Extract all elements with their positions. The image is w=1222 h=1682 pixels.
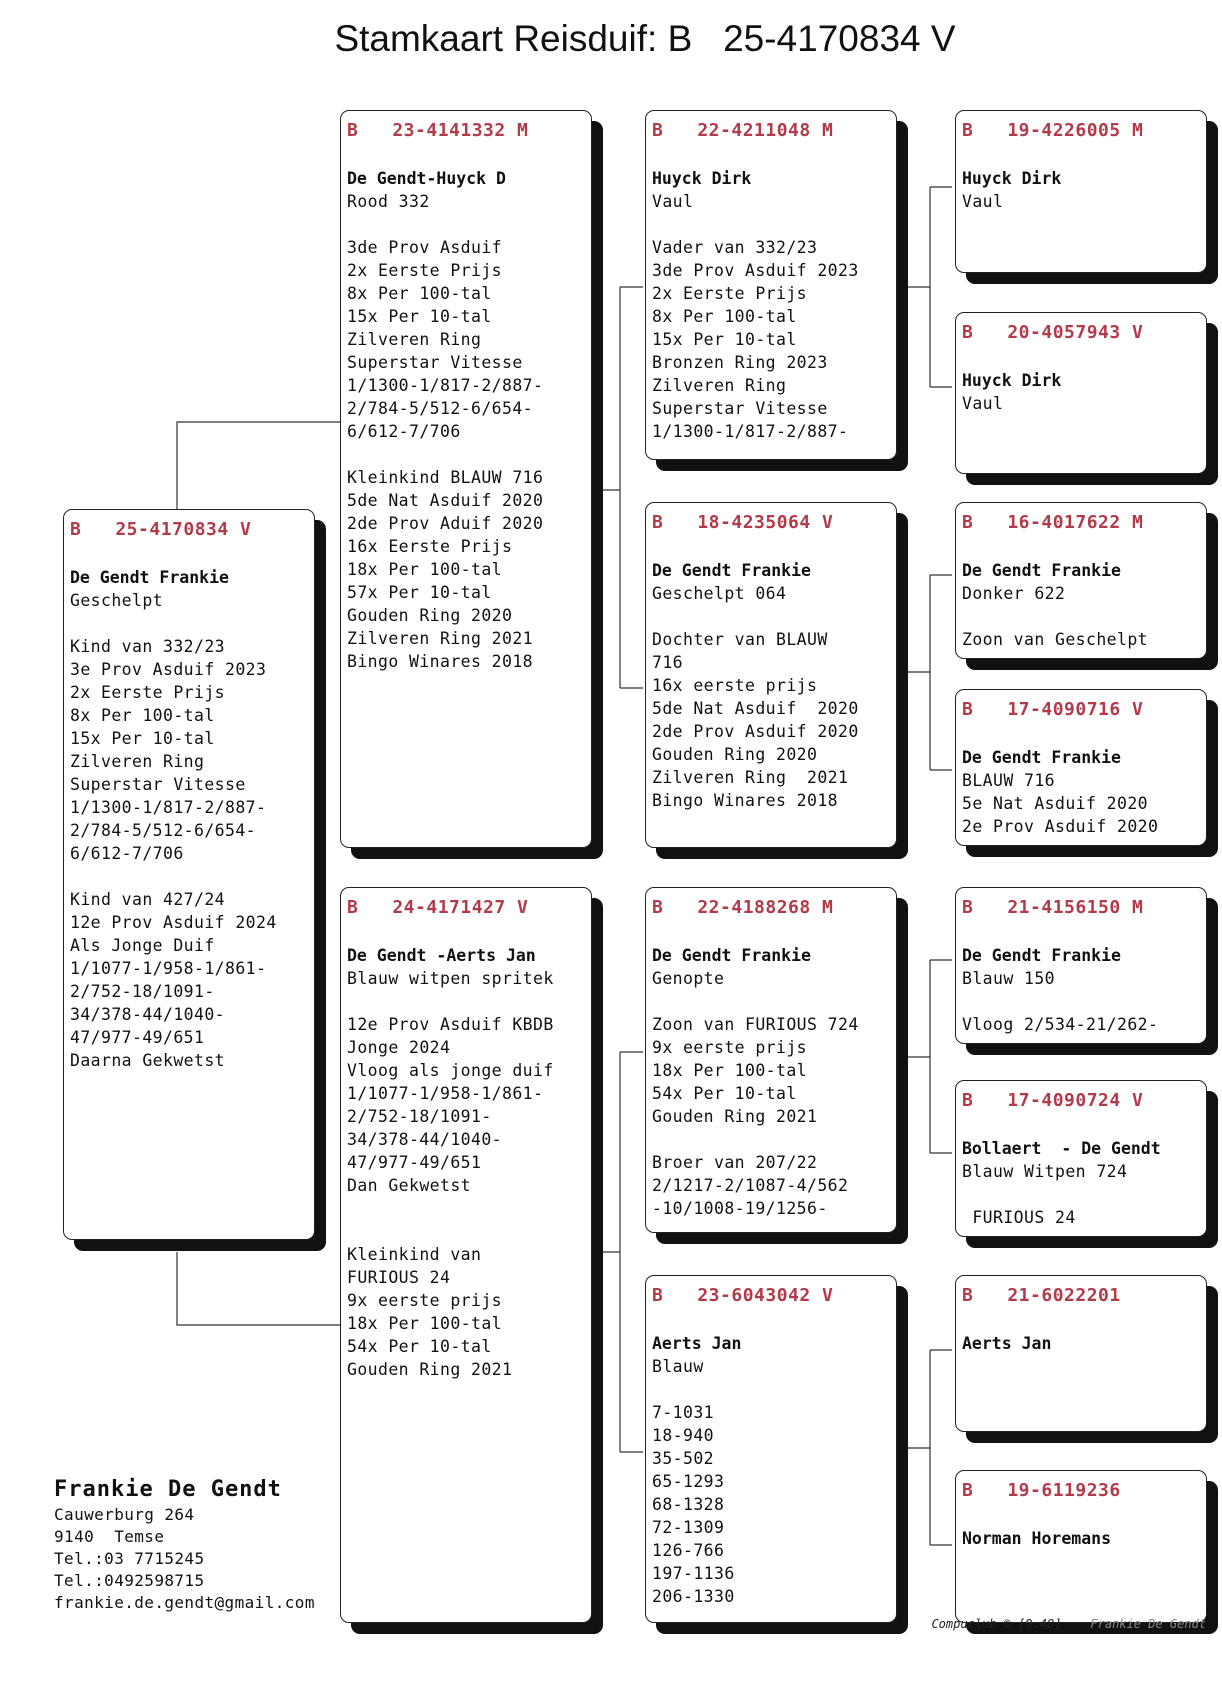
detail-line: 6/612-7/706 bbox=[347, 422, 461, 441]
mother-mother-card bbox=[645, 1275, 897, 1623]
owner-phone: Tel.:03 7715245 bbox=[54, 1549, 205, 1568]
footer bbox=[931, 1617, 1206, 1631]
detail-line: Donker 622 bbox=[962, 584, 1066, 603]
detail-line: Zoon van FURIOUS 724 bbox=[652, 1015, 859, 1034]
ring-number: B 17-4090716 V bbox=[962, 699, 1144, 720]
ring-number: B 19-6119236 bbox=[962, 1480, 1121, 1501]
owner-mobile: Tel.:0492598715 bbox=[54, 1571, 205, 1590]
detail-line: 5e Nat Asduif 2020 bbox=[962, 794, 1149, 813]
detail-line: 126-766 bbox=[652, 1541, 725, 1560]
detail-line: 9x eerste prijs bbox=[652, 1038, 808, 1057]
detail-line: FURIOUS 24 bbox=[347, 1268, 451, 1287]
detail-line bbox=[347, 213, 591, 236]
detail-line: Blauw Witpen 724 bbox=[962, 1162, 1128, 1181]
pigeon-name: De Gendt Frankie bbox=[962, 946, 1121, 965]
detail-line: 8x Per 100-tal bbox=[652, 307, 797, 326]
detail-line: Vloog als jonge duif bbox=[347, 1061, 554, 1080]
detail-line: Superstar Vitesse bbox=[70, 775, 246, 794]
detail-line: 2x Eerste Prijs bbox=[347, 261, 503, 280]
footer-signature: Frankie De Gendt bbox=[1090, 1617, 1206, 1631]
detail-line: Zoon van Geschelpt bbox=[962, 630, 1149, 649]
detail-line: 54x Per 10-tal bbox=[347, 1337, 492, 1356]
detail-line: 18x Per 100-tal bbox=[347, 1314, 503, 1333]
father-mother-card bbox=[645, 502, 897, 848]
detail-line: Gouden Ring 2021 bbox=[347, 1360, 513, 1379]
detail-line: 16x eerste prijs bbox=[652, 676, 818, 695]
pigeon-name: Aerts Jan bbox=[652, 1334, 742, 1353]
pigeon-name: Huyck Dirk bbox=[962, 169, 1062, 188]
ring-number: B 21-4156150 M bbox=[962, 897, 1144, 918]
detail-line: 2/784-5/512-6/654- bbox=[347, 399, 534, 418]
detail-line: 1/1300-1/817-2/887- bbox=[652, 422, 849, 441]
ring-number: B 17-4090724 V bbox=[962, 1090, 1144, 1111]
pigeon-name: Aerts Jan bbox=[962, 1334, 1052, 1353]
detail-line bbox=[652, 213, 896, 236]
pigeon-details bbox=[347, 190, 591, 673]
ring-number: B 18-4235064 V bbox=[652, 512, 834, 533]
pigeon-details bbox=[962, 967, 1206, 1036]
detail-line: Blauw bbox=[652, 1357, 704, 1376]
pigeon-details bbox=[962, 190, 1206, 213]
ring-number: B 19-4226005 M bbox=[962, 120, 1144, 141]
detail-line: Gouden Ring 2020 bbox=[652, 745, 818, 764]
owner-email: frankie.de.gendt@gmail.com bbox=[54, 1593, 315, 1612]
detail-line: 2/784-5/512-6/654- bbox=[70, 821, 257, 840]
detail-line: 35-502 bbox=[652, 1449, 715, 1468]
detail-line: Vaul bbox=[962, 394, 1004, 413]
detail-line: Vaul bbox=[652, 192, 694, 211]
detail-line: 5de Nat Asduif 2020 bbox=[347, 491, 544, 510]
detail-line: Zilveren Ring bbox=[70, 752, 205, 771]
detail-line: 15x Per 10-tal bbox=[652, 330, 797, 349]
ring-number: B 23-6043042 V bbox=[652, 1285, 834, 1306]
detail-line: Zilveren Ring 2021 bbox=[652, 768, 849, 787]
pigeon-name: De Gendt Frankie bbox=[962, 561, 1121, 580]
owner-block bbox=[54, 1476, 315, 1614]
detail-line: -10/1008-19/1256- bbox=[652, 1199, 828, 1218]
detail-line: 3de Prov Asduif 2023 bbox=[652, 261, 859, 280]
software-credit: Compuclub © [9.48] bbox=[931, 1617, 1062, 1631]
detail-line: Blauw 150 bbox=[962, 969, 1056, 988]
detail-line: Geschelpt bbox=[70, 591, 164, 610]
detail-line: 2/1217-2/1087-4/562 bbox=[652, 1176, 849, 1195]
pigeon-details bbox=[962, 582, 1206, 651]
detail-line: 47/977-49/651 bbox=[70, 1028, 205, 1047]
detail-line: 34/378-44/1040- bbox=[70, 1005, 226, 1024]
mother-card bbox=[340, 887, 592, 1623]
detail-line bbox=[347, 990, 591, 1013]
detail-line: 8x Per 100-tal bbox=[70, 706, 215, 725]
detail-line: 15x Per 10-tal bbox=[347, 307, 492, 326]
detail-line bbox=[652, 605, 896, 628]
ring-number: B 16-4017622 M bbox=[962, 512, 1144, 533]
detail-line: Superstar Vitesse bbox=[652, 399, 828, 418]
detail-line: Genopte bbox=[652, 969, 725, 988]
detail-line: 47/977-49/651 bbox=[347, 1153, 482, 1172]
pigeon-name: Huyck Dirk bbox=[652, 169, 752, 188]
detail-line: 3e Prov Asduif 2023 bbox=[70, 660, 267, 679]
detail-line: Dan Gekwetst bbox=[347, 1176, 472, 1195]
ring-number: B 25-4170834 V bbox=[70, 519, 252, 540]
pigeon-details bbox=[70, 589, 314, 1072]
detail-line: 3de Prov Asduif bbox=[347, 238, 503, 257]
detail-line: Kleinkind van bbox=[347, 1245, 482, 1264]
detail-line: BLAUW 716 bbox=[962, 771, 1056, 790]
detail-line: Zilveren Ring bbox=[652, 376, 787, 395]
detail-line: 54x Per 10-tal bbox=[652, 1084, 797, 1103]
father-father-card bbox=[645, 110, 897, 460]
detail-line: 7-1031 bbox=[652, 1403, 715, 1422]
detail-line: Bingo Winares 2018 bbox=[347, 652, 534, 671]
pigeon-details bbox=[652, 582, 896, 812]
detail-line: 16x Eerste Prijs bbox=[347, 537, 513, 556]
detail-line: 72-1309 bbox=[652, 1518, 725, 1537]
detail-line: Vloog 2/534-21/262- bbox=[962, 1015, 1159, 1034]
detail-line bbox=[652, 1378, 896, 1401]
fmm-card bbox=[955, 689, 1207, 846]
detail-line: 9x eerste prijs bbox=[347, 1291, 503, 1310]
detail-line: Als Jonge Duif bbox=[70, 936, 215, 955]
detail-line bbox=[347, 1197, 591, 1220]
detail-line: Superstar Vitesse bbox=[347, 353, 523, 372]
pigeon-details bbox=[652, 967, 896, 1220]
fff-card bbox=[955, 110, 1207, 273]
detail-line: 206-1330 bbox=[652, 1587, 735, 1606]
detail-line: 1/1300-1/817-2/887- bbox=[70, 798, 267, 817]
detail-line: Gouden Ring 2021 bbox=[652, 1107, 818, 1126]
detail-line bbox=[962, 605, 1206, 628]
detail-line: 2e Prov Asduif 2020 bbox=[962, 817, 1159, 836]
pigeon-details bbox=[652, 1355, 896, 1608]
detail-line: 12e Prov Asduif 2024 bbox=[70, 913, 277, 932]
detail-line: 12e Prov Asduif KBDB bbox=[347, 1015, 554, 1034]
ring-number: B 20-4057943 V bbox=[962, 322, 1144, 343]
owner-name: Frankie De Gendt bbox=[54, 1477, 282, 1502]
detail-line: Kind van 427/24 bbox=[70, 890, 226, 909]
detail-line: 2/752-18/1091- bbox=[347, 1107, 492, 1126]
detail-line bbox=[962, 1183, 1206, 1206]
detail-line: 34/378-44/1040- bbox=[347, 1130, 503, 1149]
detail-line: Geschelpt 064 bbox=[652, 584, 787, 603]
detail-line: Bronzen Ring 2023 bbox=[652, 353, 828, 372]
detail-line: 197-1136 bbox=[652, 1564, 735, 1583]
fmf-card bbox=[955, 502, 1207, 659]
detail-line: Dochter van BLAUW bbox=[652, 630, 828, 649]
detail-line: Rood 332 bbox=[347, 192, 430, 211]
detail-line: FURIOUS 24 bbox=[962, 1208, 1076, 1227]
detail-line: Blauw witpen spritek bbox=[347, 969, 554, 988]
ring-number: B 24-4171427 V bbox=[347, 897, 529, 918]
detail-line: Vader van 332/23 bbox=[652, 238, 818, 257]
detail-line: 18-940 bbox=[652, 1426, 715, 1445]
detail-line bbox=[70, 612, 314, 635]
ring-number: B 22-4188268 M bbox=[652, 897, 834, 918]
detail-line: 1/1077-1/958-1/861- bbox=[70, 959, 267, 978]
mmm-card bbox=[955, 1470, 1207, 1623]
detail-line: 18x Per 100-tal bbox=[652, 1061, 808, 1080]
detail-line: 6/612-7/706 bbox=[70, 844, 184, 863]
pigeon-name: De Gendt Frankie bbox=[652, 946, 811, 965]
mfm-card bbox=[955, 1080, 1207, 1237]
mother-father-card bbox=[645, 887, 897, 1233]
detail-line: Zilveren Ring 2021 bbox=[347, 629, 534, 648]
detail-line bbox=[347, 443, 591, 466]
detail-line: 1/1077-1/958-1/861- bbox=[347, 1084, 544, 1103]
detail-line bbox=[70, 865, 314, 888]
detail-line: 5de Nat Asduif 2020 bbox=[652, 699, 859, 718]
pigeon-details bbox=[962, 392, 1206, 415]
detail-line: 2de Prov Asduif 2020 bbox=[652, 722, 859, 741]
detail-line bbox=[962, 990, 1206, 1013]
detail-line bbox=[652, 1128, 896, 1151]
detail-line: 68-1328 bbox=[652, 1495, 725, 1514]
ring-number: B 21-6022201 bbox=[962, 1285, 1121, 1306]
detail-line: 2/752-18/1091- bbox=[70, 982, 215, 1001]
detail-line: Vaul bbox=[962, 192, 1004, 211]
father-card bbox=[340, 110, 592, 848]
mff-card bbox=[955, 887, 1207, 1044]
pigeon-name: De Gendt Frankie bbox=[70, 568, 229, 587]
pigeon-name: Norman Horemans bbox=[962, 1529, 1112, 1548]
detail-line: 2x Eerste Prijs bbox=[70, 683, 226, 702]
ring-number: B 23-4141332 M bbox=[347, 120, 529, 141]
pigeon-details bbox=[962, 769, 1206, 838]
detail-line: 15x Per 10-tal bbox=[70, 729, 215, 748]
owner-address: Cauwerburg 264 bbox=[54, 1505, 195, 1524]
ring-number: B 22-4211048 M bbox=[652, 120, 834, 141]
detail-line: Bingo Winares 2018 bbox=[652, 791, 839, 810]
detail-line: 2de Prov Aduif 2020 bbox=[347, 514, 544, 533]
detail-line bbox=[347, 1220, 591, 1243]
pigeon-details bbox=[652, 190, 896, 443]
detail-line: Broer van 207/22 bbox=[652, 1153, 818, 1172]
pigeon-name: De Gendt -Aerts Jan bbox=[347, 946, 536, 965]
detail-line: 2x Eerste Prijs bbox=[652, 284, 808, 303]
detail-line: 1/1300-1/817-2/887- bbox=[347, 376, 544, 395]
detail-line bbox=[652, 990, 896, 1013]
pigeon-details bbox=[962, 1160, 1206, 1229]
detail-line: 65-1293 bbox=[652, 1472, 725, 1491]
subject-card bbox=[63, 509, 315, 1240]
detail-line: Zilveren Ring bbox=[347, 330, 482, 349]
pigeon-name: De Gendt-Huyck D bbox=[347, 169, 506, 188]
page-title: Stamkaart Reisduif: B 25-4170834 V bbox=[334, 18, 956, 59]
detail-line: 18x Per 100-tal bbox=[347, 560, 503, 579]
detail-line: Gouden Ring 2020 bbox=[347, 606, 513, 625]
detail-line: 716 bbox=[652, 653, 684, 672]
detail-line: Kleinkind BLAUW 716 bbox=[347, 468, 544, 487]
pigeon-name: De Gendt Frankie bbox=[962, 748, 1121, 767]
pigeon-name: Bollaert - De Gendt bbox=[962, 1139, 1161, 1158]
pigeon-name: Huyck Dirk bbox=[962, 371, 1062, 390]
pigeon-details bbox=[347, 967, 591, 1381]
owner-city: 9140 Temse bbox=[54, 1527, 165, 1546]
mmf-card bbox=[955, 1275, 1207, 1432]
detail-line: 8x Per 100-tal bbox=[347, 284, 492, 303]
detail-line: Daarna Gekwetst bbox=[70, 1051, 226, 1070]
detail-line: 57x Per 10-tal bbox=[347, 583, 492, 602]
detail-line: Kind van 332/23 bbox=[70, 637, 226, 656]
ffm-card bbox=[955, 312, 1207, 474]
pigeon-name: De Gendt Frankie bbox=[652, 561, 811, 580]
detail-line: Jonge 2024 bbox=[347, 1038, 451, 1057]
